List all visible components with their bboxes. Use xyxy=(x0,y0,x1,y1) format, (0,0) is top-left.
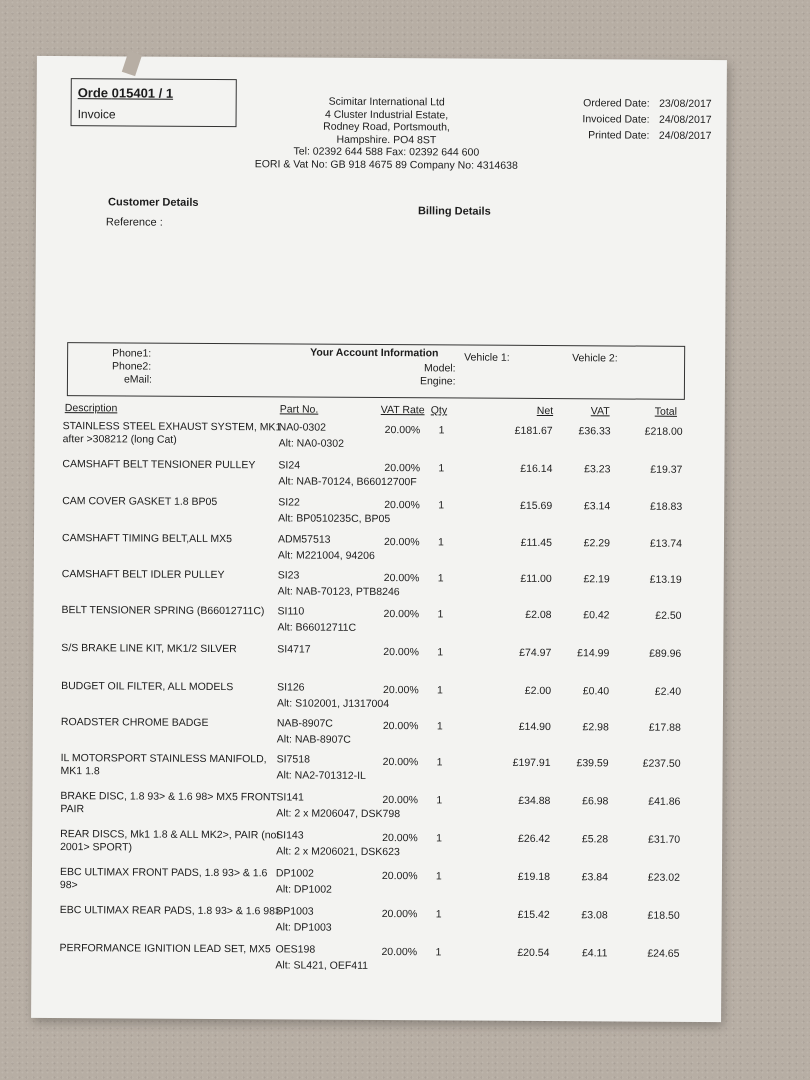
item-vat: £5.28 xyxy=(581,833,609,846)
item-total: £17.88 xyxy=(648,721,681,734)
item-alt-part: Alt: SL421, OEF411 xyxy=(275,959,369,972)
item-net: £20.54 xyxy=(517,946,550,960)
item-net: £11.45 xyxy=(520,536,553,550)
item-qty: 1 xyxy=(438,499,445,512)
item-total: £31.70 xyxy=(648,833,681,846)
col-vat: VAT xyxy=(590,405,610,418)
item-description: S/S BRAKE LINE KIT, MK1/2 SILVER xyxy=(61,642,237,656)
item-vat: £2.29 xyxy=(583,537,611,550)
order-title xyxy=(78,85,174,101)
item-part-no: ADM57513 xyxy=(277,533,331,546)
item-qty: 1 xyxy=(438,462,445,475)
date-value: 24/08/2017 xyxy=(658,113,712,127)
item-qty: 1 xyxy=(436,832,443,845)
item-alt-part: Alt: S102001, J1317004 xyxy=(276,697,390,711)
item-vat-rate: 20.00% xyxy=(382,832,418,845)
item-net: £74.97 xyxy=(519,646,552,660)
table-row xyxy=(32,866,722,906)
item-total: £218.00 xyxy=(644,425,683,438)
item-part-no: SI4717 xyxy=(277,643,311,656)
item-qty: 1 xyxy=(437,646,444,659)
item-vat: £2.19 xyxy=(583,573,610,586)
item-net: £197.91 xyxy=(512,756,551,770)
table-row xyxy=(34,458,724,498)
item-alt-part: Alt: DP1003 xyxy=(275,921,332,934)
item-vat: £14.99 xyxy=(577,647,610,660)
invoice-paper xyxy=(31,56,727,1022)
item-total: £24.65 xyxy=(647,947,680,960)
item-net: £2.00 xyxy=(524,684,552,698)
table-row xyxy=(33,680,723,720)
item-vat-rate: 20.00% xyxy=(383,684,419,697)
document-type: Invoice xyxy=(77,107,116,122)
company-address-block xyxy=(236,95,536,172)
order-label: Orde xyxy=(77,85,109,101)
item-alt-part: Alt: B66012711C xyxy=(277,621,357,634)
item-vat: £3.14 xyxy=(583,500,611,513)
item-qty: 1 xyxy=(436,794,443,807)
item-part-no: NAB-8907C xyxy=(276,717,333,730)
item-vat-rate: 20.00% xyxy=(384,424,421,437)
item-vat-rate: 20.00% xyxy=(384,499,420,512)
date-row xyxy=(516,127,711,144)
company-name: Scimitar International Ltd xyxy=(328,95,445,109)
item-alt-part: Alt: NAB-70123, PTB8246 xyxy=(277,585,400,599)
item-description: CAMSHAFT BELT TENSIONER PULLEY xyxy=(62,458,256,472)
item-net: £19.18 xyxy=(517,870,550,884)
item-vat: £3.08 xyxy=(581,909,608,922)
col-qty: Qty xyxy=(430,404,448,417)
item-vat-rate: 20.00% xyxy=(383,536,420,549)
item-vat-rate: 20.00% xyxy=(382,794,419,807)
date-value: 24/08/2017 xyxy=(658,129,712,143)
item-qty: 1 xyxy=(435,870,442,883)
item-alt-part: Alt: BP0510235C, BP05 xyxy=(278,512,391,526)
email-label: eMail: xyxy=(123,373,153,386)
customer-details-title: Customer Details xyxy=(108,196,199,209)
order-number-box xyxy=(71,78,237,127)
engine-label: Engine: xyxy=(419,375,456,388)
item-qty: 1 xyxy=(435,908,442,921)
item-qty: 1 xyxy=(436,756,443,769)
item-description: ROADSTER CHROME BADGE xyxy=(60,716,209,729)
item-alt-part: Alt: NA0-0302 xyxy=(278,437,344,450)
item-part-no: SI143 xyxy=(276,829,304,842)
item-vat-rate: 20.00% xyxy=(381,946,418,959)
item-description: EBC ULTIMAX REAR PADS, 1.8 93> & 1.6 98> xyxy=(59,904,282,918)
item-net: £181.67 xyxy=(514,424,553,438)
table-row xyxy=(32,790,722,830)
item-total: £13.19 xyxy=(649,573,682,586)
table-row xyxy=(34,532,724,572)
item-qty: 1 xyxy=(436,720,443,733)
item-part-no: SI24 xyxy=(278,459,301,472)
item-alt-part: Alt: NA2-701312-IL xyxy=(276,769,366,782)
col-part-no: Part No. xyxy=(279,403,319,416)
item-part-no: SI23 xyxy=(277,569,300,582)
model-label: Model: xyxy=(424,362,456,375)
table-row xyxy=(33,604,723,644)
company-address-line: 4 Cluster Industrial Estate, xyxy=(324,108,449,122)
torn-corner xyxy=(122,51,142,76)
item-description: STAINLESS STEEL EXHAUST SYSTEM, MK1 after >308212 (long Cat) xyxy=(62,420,282,446)
item-total: £13.74 xyxy=(649,537,683,550)
item-vat-rate: 20.00% xyxy=(383,572,420,585)
item-part-no: SI141 xyxy=(276,791,304,804)
item-vat: £2.98 xyxy=(582,721,609,734)
item-part-no: SI126 xyxy=(277,681,305,694)
item-qty: 1 xyxy=(437,608,444,621)
company-address-line: Rodney Road, Portsmouth, xyxy=(323,120,450,134)
account-info-title: Your Account Information xyxy=(310,346,439,360)
order-number: 015401 / 1 xyxy=(111,85,174,101)
item-vat: £39.59 xyxy=(576,757,609,770)
table-row xyxy=(34,568,724,608)
item-alt-part: Alt: DP1002 xyxy=(275,883,332,896)
item-vat-rate: 20.00% xyxy=(381,870,418,883)
date-label: Ordered Date: xyxy=(583,97,650,110)
item-vat: £0.40 xyxy=(582,685,610,698)
table-row xyxy=(34,495,724,535)
item-vat: £4.11 xyxy=(581,947,608,960)
item-part-no: DP1003 xyxy=(275,905,314,918)
item-net: £34.88 xyxy=(518,794,551,808)
item-description: BRAKE DISC, 1.8 93> & 1.6 98> MX5 FRONT PAIR xyxy=(60,790,277,815)
table-row xyxy=(32,828,722,868)
item-vat: £3.23 xyxy=(584,463,611,476)
table-row xyxy=(32,752,722,792)
item-alt-part: Alt: M221004, 94206 xyxy=(277,549,375,562)
item-qty: 1 xyxy=(435,946,442,959)
billing-details-title: Billing Details xyxy=(417,205,491,218)
company-phone: Tel: 02392 644 588 Fax: 02392 644 600 xyxy=(293,145,480,159)
item-part-no: OES198 xyxy=(275,943,316,956)
item-qty: 1 xyxy=(437,684,443,697)
item-net: £26.42 xyxy=(518,832,551,846)
phone1-label: Phone1: xyxy=(112,347,152,360)
phone2-label: Phone2: xyxy=(112,360,152,373)
item-total: £41.86 xyxy=(648,795,681,808)
item-description: BUDGET OIL FILTER, ALL MODELS xyxy=(61,680,234,694)
item-alt-part: Alt: NAB-70124, B66012700F xyxy=(278,475,417,489)
company-address-line: Hampshire. PO4 8ST xyxy=(336,133,437,147)
item-total: £2.40 xyxy=(654,685,682,698)
item-vat-rate: 20.00% xyxy=(384,462,421,475)
item-description: PERFORMANCE IGNITION LEAD SET, MX5 xyxy=(59,942,271,956)
item-total: £2.50 xyxy=(655,609,682,622)
vehicle1-label: Vehicle 1: xyxy=(464,351,510,364)
item-alt-part: Alt: NAB-8907C xyxy=(276,733,351,746)
vehicle2-label: Vehicle 2: xyxy=(572,352,618,365)
item-net: £14.90 xyxy=(518,720,551,734)
col-description: Description xyxy=(64,402,118,415)
item-part-no: SI22 xyxy=(278,496,300,509)
item-vat-rate: 20.00% xyxy=(383,608,420,621)
item-qty: 1 xyxy=(437,572,444,585)
table-row xyxy=(35,420,725,460)
table-row xyxy=(32,904,722,944)
item-net: £15.42 xyxy=(517,908,550,922)
item-part-no: SI7518 xyxy=(276,753,310,766)
item-total: £237.50 xyxy=(642,757,681,770)
item-net: £11.00 xyxy=(520,572,552,586)
item-total: £19.37 xyxy=(650,463,683,476)
item-net: £16.14 xyxy=(520,462,553,476)
item-description: REAR DISCS, Mk1 1.8 & ALL MK2>, PAIR (not 2001> SPORT) xyxy=(60,828,280,853)
col-total: Total xyxy=(654,405,678,418)
item-total: £18.50 xyxy=(647,909,680,922)
table-row xyxy=(33,716,723,756)
account-info-box xyxy=(67,342,685,400)
dates-block xyxy=(516,95,711,144)
item-description: IL MOTORSPORT STAINLESS MANIFOLD, MK1 1.8 xyxy=(60,752,267,777)
item-description: EBC ULTIMAX FRONT PADS, 1.8 93> & 1.6 98> xyxy=(59,866,268,891)
date-row xyxy=(517,111,712,128)
item-net: £15.69 xyxy=(520,499,553,513)
date-label: Invoiced Date: xyxy=(582,113,650,126)
item-description: CAMSHAFT BELT IDLER PULLEY xyxy=(61,568,225,582)
item-total: £18.83 xyxy=(650,500,683,513)
item-qty: 1 xyxy=(438,424,445,437)
item-vat-rate: 20.00% xyxy=(383,646,419,659)
items-header-row xyxy=(35,402,725,420)
table-row xyxy=(33,642,723,682)
col-vat-rate: VAT Rate xyxy=(380,404,425,417)
item-part-no: NA0-0302 xyxy=(278,421,326,434)
item-vat: £0.42 xyxy=(583,609,610,622)
date-label: Printed Date: xyxy=(588,129,650,142)
date-row xyxy=(517,95,712,112)
customer-reference-label: Reference : xyxy=(105,216,163,229)
item-total: £89.96 xyxy=(649,647,682,660)
item-alt-part: Alt: 2 x M206021, DSK623 xyxy=(276,845,400,859)
item-vat: £36.33 xyxy=(578,425,611,438)
item-description: CAM COVER GASKET 1.8 BP05 xyxy=(62,495,218,509)
item-net: £2.08 xyxy=(525,608,552,622)
item-part-no: DP1002 xyxy=(275,867,314,880)
item-alt-part: Alt: 2 x M206047, DSK798 xyxy=(276,807,401,821)
item-vat-rate: 20.00% xyxy=(382,756,419,769)
item-vat-rate: 20.00% xyxy=(382,720,419,733)
item-qty: 1 xyxy=(437,536,444,549)
item-description: CAMSHAFT TIMING BELT,ALL MX5 xyxy=(61,532,233,546)
item-description: BELT TENSIONER SPRING (B66012711C) xyxy=(61,604,265,618)
table-row xyxy=(31,942,721,982)
item-part-no: SI110 xyxy=(277,605,305,618)
date-value: 23/08/2017 xyxy=(659,97,712,111)
col-net: Net xyxy=(536,404,554,418)
item-vat: £3.84 xyxy=(581,871,608,884)
item-total: £23.02 xyxy=(647,871,680,884)
item-vat: £6.98 xyxy=(582,795,609,808)
company-vat: EORI & Vat No: GB 918 4675 89 Company No: 4314638 xyxy=(254,158,518,172)
item-vat-rate: 20.00% xyxy=(381,908,418,921)
